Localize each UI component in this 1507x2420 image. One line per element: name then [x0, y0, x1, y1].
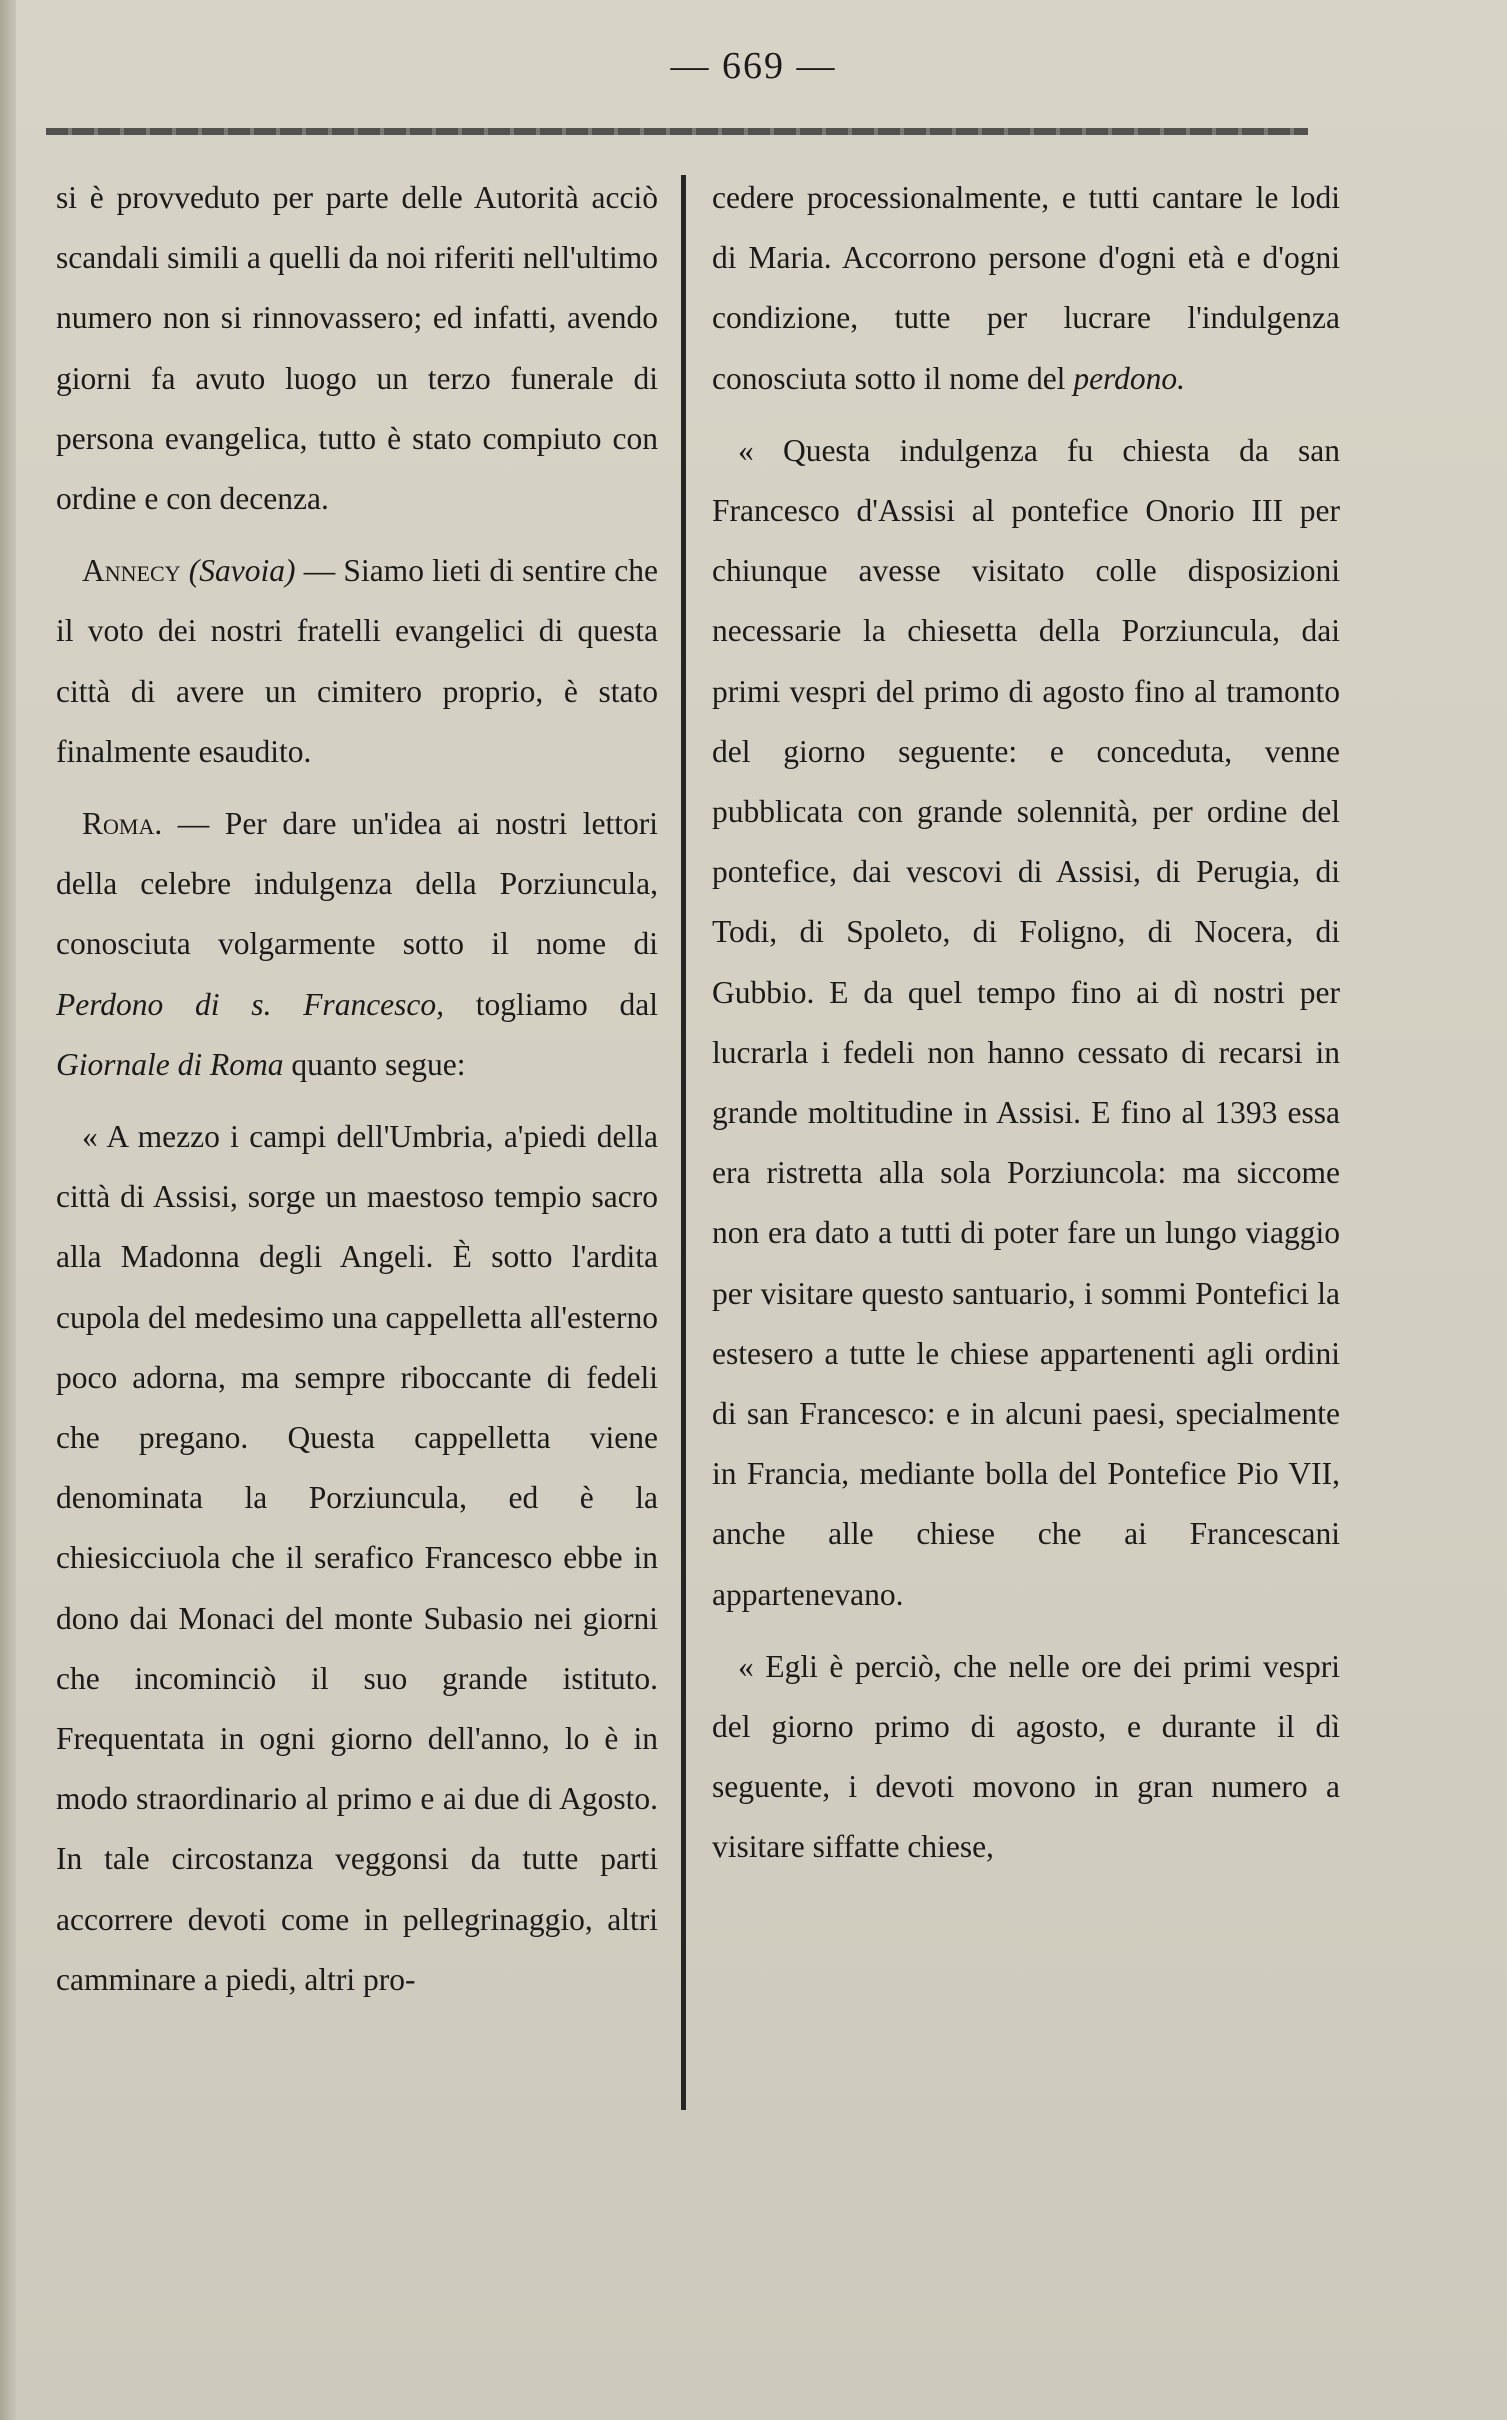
- roma-text-b: togliamo dal: [444, 986, 658, 1022]
- paragraph-quote-vespri: « Egli è perciò, che nelle ore dei primi vespri del giorno primo di agosto, e durante il dì seguente, i devoti movono in gran numero a visitare siffatte chiese,: [712, 1648, 1340, 1865]
- right-column: [712, 168, 1340, 1890]
- word-perdono: perdono.: [1073, 360, 1186, 396]
- title-giornale: Giornale di Roma: [56, 1046, 284, 1082]
- paragraph-quote-indulgenza: « Questa indulgenza fu chiesta da san Francesco d'Assisi al pontefice Onorio III per chiunque avesse visitato colle disposizioni necessarie la chiesetta della Porziuncula, dai primi vespri del primo di agosto fino al tramonto del giorno seguente: e conceduta, venne pubblicata con grande solennità, per ordine del pontefice, dai vescovi di Assisi, di Perugia, di Todi, di Spoleto, di Foligno, di Nocera, di Gubbio. E da quel tempo fino ai dì nostri per lucrarla i fedeli non hanno cessato di recarsi in grande moltitudine in Assisi. E fino al 1393 essa era ristretta alla sola Porziuncola: ma siccome non era dato a tutti di poter fare un lungo viaggio per visitare questo santuario, i sommi Pontefici la estesero a tutte le chiese appartenenti agli ordini di san Francesco: e in alcuni paesi, specialmente in Francia, mediante bolla del Pontefice Pio VII, anche alle chiese che ai Francescani appartenevano.: [712, 432, 1340, 1612]
- paragraph-roma: [56, 794, 658, 1095]
- left-column: [56, 168, 658, 2022]
- header-rule: [46, 128, 1308, 135]
- paragraph-authorities: si è provveduto per parte delle Autorità acciò scandali simili a quelli da noi riferiti nell'ultimo numero non si rinnovassero; ed infatti, avendo giorni fa avuto luogo un terzo funerale di persona evangelica, tutto è stato compiuto con ordine e con decenza.: [56, 180, 658, 517]
- paragraph-quote-umbria: « A mezzo i campi dell'Umbria, a'piedi della città di Assisi, sorge un maestoso tempio sacro alla Madonna degli Angeli. È sotto l'ardita cupola del medesimo una cappelletta all'esterno poco adorna, ma sempre riboccante di fedeli che pregano. Questa cappelletta viene denominata la Porziuncula, ed è la chiesicciuola che il serafico Francesco ebbe in dono dai Monaci del monte Subasio nei giorni che incominciò il suo grande istituto. Frequentata in ogni giorno dell'anno, lo è in modo straordinario al primo e ai due di Agosto. In tale circostanza veggonsi da tutte parti accorrere devoti come in pellegrinaggio, altri camminare a piedi, altri pro-: [56, 1119, 658, 1997]
- annecy-text: — Siamo lieti di sentire che il voto dei nostri fratelli evangelici di questa città di avere un cimitero proprio, è stato finalmente esaudito.: [56, 553, 659, 769]
- paragraph-processione: [712, 168, 1340, 409]
- region-savoia: (Savoia): [188, 553, 296, 589]
- page-number: — 669 —: [670, 45, 837, 87]
- title-perdono: Perdono di s. Francesco,: [56, 986, 445, 1022]
- paragraph-annecy: [56, 541, 658, 782]
- roma-text-c: quanto segue:: [283, 1046, 466, 1082]
- place-annecy: Annecy: [82, 553, 181, 589]
- roma-text-a: — Per dare un'idea ai nostri lettori della celebre indulgenza della Porziuncula, conosciuta volgarmente sotto il nome di: [56, 806, 658, 962]
- place-roma: Roma.: [82, 806, 163, 842]
- processione-text: cedere processionalmente, e tutti cantare le lodi di Maria. Accorrono persone d'ogni età e d'ogni condizione, tutte per lucrare l'indulgenza conosciuta sotto il nome del: [712, 180, 1340, 396]
- column-divider: [681, 175, 686, 2110]
- page-edge-shadow: [0, 0, 16, 2420]
